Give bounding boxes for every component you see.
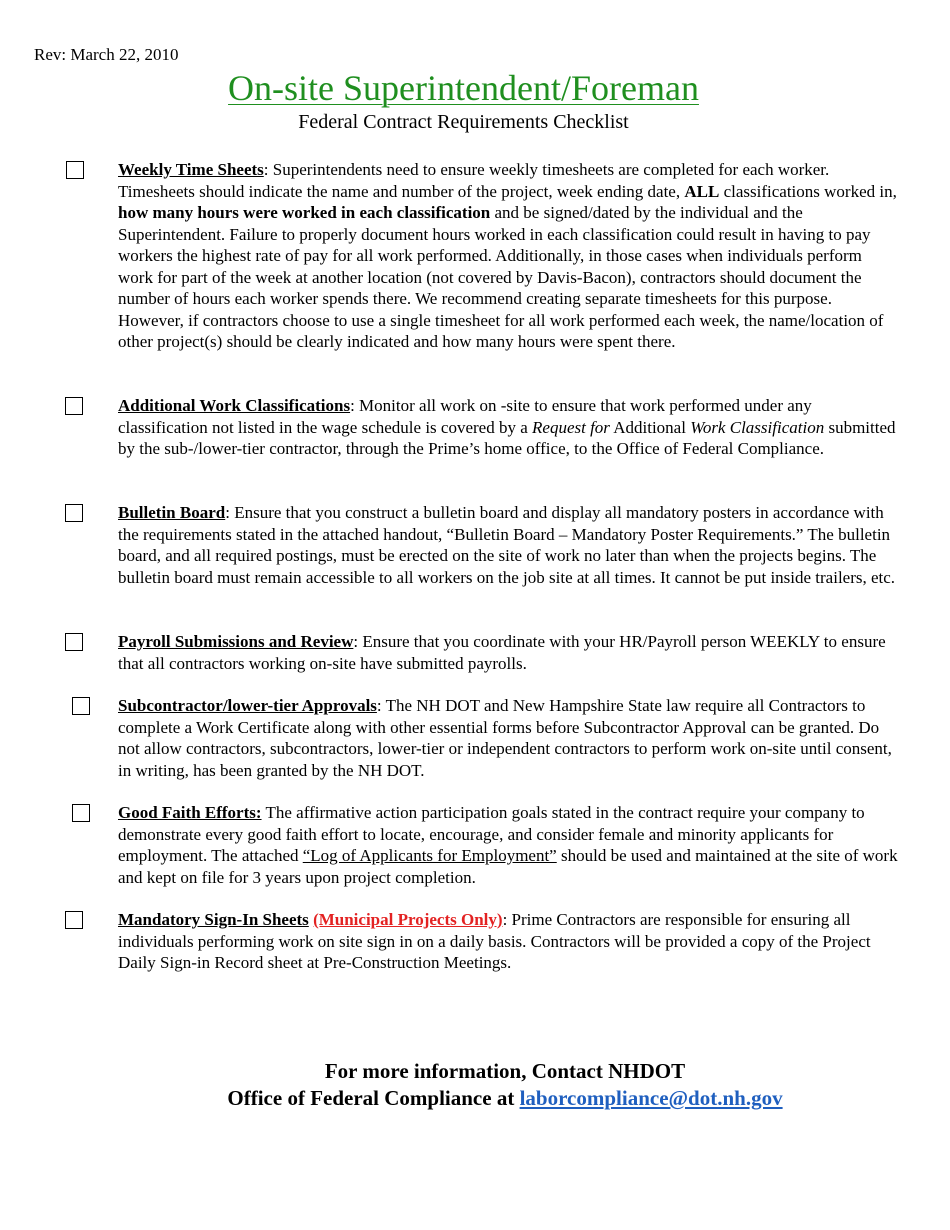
item-text: Mandatory Sign-In Sheets (Municipal Projects Only): Prime Contractors are responsible for ensuring all individuals performing work on site sign in on a daily basis. Contractors will be provided a copy of the Project Daily Sign-in Record sheet at Pre-Construction Meetings. <box>118 910 871 972</box>
item-text: Subcontractor/lower-tier Approvals: The NH DOT and New Hampshire State law require all Contractors to complete a Work Certificate along with other essential forms before Subcontractor Approval can be granted. Do not allow contractors, subcontractors, lower-tier or independent contractors to perform work on-site until consent, in writing, has been granted by the NH DOT. <box>118 696 892 780</box>
checkbox-mandatory-sign-in-sheets[interactable] <box>65 911 83 929</box>
municipal-projects-note: (Municipal Projects Only) <box>313 910 503 929</box>
item-heading: Subcontractor/lower-tier Approvals <box>118 696 377 715</box>
checkbox-payroll-submissions[interactable] <box>65 633 83 651</box>
item-heading: Mandatory Sign-In Sheets <box>118 910 309 929</box>
footer-line-1: For more information, Contact NHDOT <box>324 1059 686 1083</box>
log-of-applicants-reference: “Log of Applicants for Employment” <box>302 846 557 865</box>
item-heading: Good Faith Efforts: <box>118 803 262 822</box>
checkbox-good-faith-efforts[interactable] <box>72 804 90 822</box>
footer-line-2: Office of Federal Compliance at laborcompliance@dot.nh.gov <box>227 1086 783 1110</box>
item-heading: Additional Work Classifications <box>118 396 351 415</box>
item-heading: Bulletin Board <box>118 503 226 522</box>
page-title: On-site Superintendent/Foreman <box>228 68 699 108</box>
item-text: Additional Work Classifications: Monitor all work on -site to ensure that work performed under any classification not listed in the wage schedule is covered by a Request for Additional Work Classification submitted by the sub-/lower-tier contractor, through the Prime’s home office, to the Office of Federal Compliance. <box>118 396 896 458</box>
checkbox-additional-work-classifications[interactable] <box>65 397 83 415</box>
contact-footer <box>40 1058 950 1112</box>
checkbox-subcontractor-approvals[interactable] <box>72 697 90 715</box>
checkbox-weekly-time-sheets[interactable] <box>66 161 84 179</box>
page-subtitle: Federal Contract Requirements Checklist <box>298 111 629 133</box>
revision-date: Rev: March 22, 2010 <box>34 45 179 64</box>
item-heading: Weekly Time Sheets <box>118 160 264 179</box>
item-text: Bulletin Board: Ensure that you construct a bulletin board and display all mandatory posters in accordance with the requirements stated in the attached handout, “Bulletin Board – Mandatory Poster Requirements.” The bulletin board, and all required postings, must be erected on the site of work no later than when the projects begins. The bulletin board must remain accessible to all workers on the job site at all times. It cannot be put inside trailers, etc. <box>118 503 896 587</box>
item-text: Good Faith Efforts: The affirmative action participation goals stated in the contract require your company to demonstrate every good faith effort to locate, encourage, and consider female and minority applicants for employment. The attached “Log of Applicants for Employment” should be used and maintained at the site of work and kept on file for 3 years upon project completion. <box>118 803 898 887</box>
checkbox-bulletin-board[interactable] <box>65 504 83 522</box>
email-link[interactable]: laborcompliance@dot.nh.gov <box>519 1086 783 1110</box>
item-text: Payroll Submissions and Review: Ensure that you coordinate with your HR/Payroll person WEEKLY to ensure that all contractors working on-site have submitted payrolls. <box>118 632 886 673</box>
item-text: Weekly Time Sheets: Superintendents need to ensure weekly timesheets are completed for each worker. Timesheets should indicate the name and number of the project, week ending date, ALL classifications worked in, how many hours were worked in each classification and be signed/dated by the individual and the Superintendent. Failure to properly document hours worked in each classification could result in having to pay workers the highest rate of pay for all work performed. Additionally, in those cases when individuals perform work for part of the week at another location (not covered by Davis-Bacon), contractors should document the number of hours each worker spends there. We recommend creating separate timesheets for this purpose. However, if contractors choose to use a single timesheet for all work performed each week, the name/location of other project(s) should be clearly indicated and how many hours were spent there. <box>118 160 897 351</box>
item-heading: Payroll Submissions and Review <box>118 632 354 651</box>
